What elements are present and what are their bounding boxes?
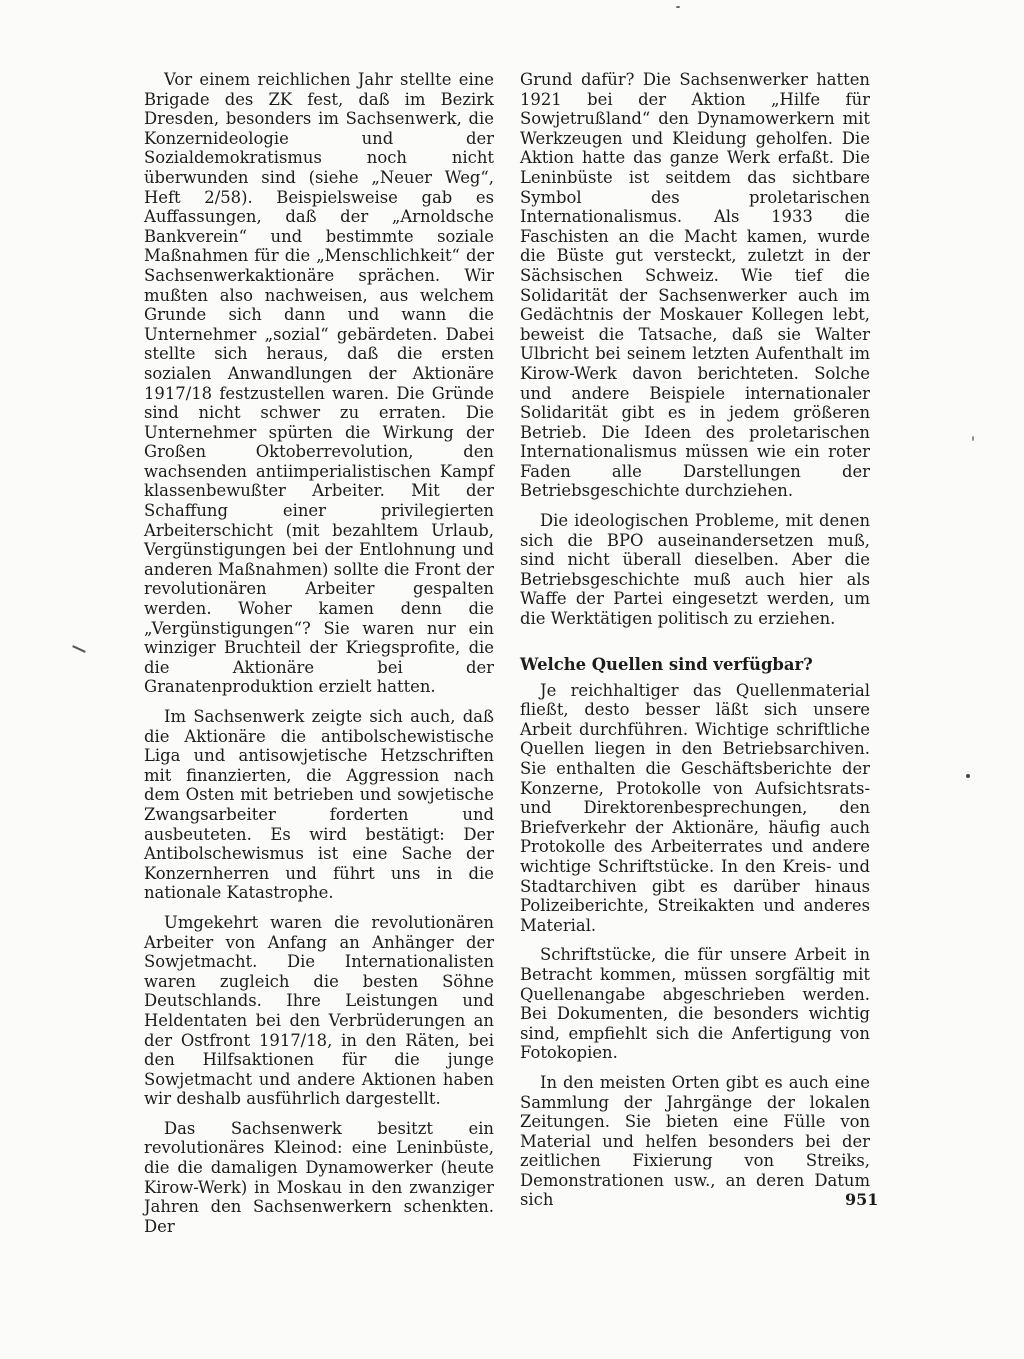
scan-mark xyxy=(72,645,86,653)
paragraph-continuation: Grund dafür? Die Sachsenwerker hatten 1921 bei der Aktion „Hilfe für Sowjetrußland“ den Dynamowerkern mit Werkzeugen und Kleidung geholfen. Die Aktion hatte das ganze Werk erfaßt. Die Leninbüste ist seitdem das sichtbare Symbol des proletarischen Internationalismus. Als 1933 die Faschisten an die Macht kamen, wurde die Büste gut versteckt, zuletzt in der Sächsischen Schweiz. Wie tief die Solidarität der Sachsenwerker auch im Gedächtnis der Moskauer Kollegen lebt, beweist die Tatsache, daß sie Walter Ulbricht bei seinem letzten Aufenthalt im Kirow-Werk davon berichteten. Solche und andere Beispiele internationaler Solidarität gibt es in jedem größeren Betrieb. Die Ideen des proletarischen Internationalismus müssen wie ein roter Faden alle Darstellungen der Betriebsgeschichte durchziehen. xyxy=(520,70,870,501)
paragraph: Umgekehrt waren die revolutionären Arbeiter von Anfang an Anhänger der Sowjetmacht. Die Internationalisten waren zugleich die besten Söhne Deutschlands. Ihre Leistungen und Heldentaten bei den Verbrüderungen an der Ostfront 1917/18, in den Räten, bei den Hilfsaktionen für die junge Sowjetmacht und andere Aktionen haben wir deshalb ausführlich dargestellt. xyxy=(144,912,494,1109)
scan-speck xyxy=(676,6,680,8)
page-number: 951 xyxy=(845,1190,879,1209)
scan-speck xyxy=(966,774,970,778)
paragraph: Vor einem reichlichen Jahr stellte eine Brigade des ZK fest, daß im Bezirk Dresden, besonders im Sachsenwerk, die Konzernideologie und der Sozialdemokratismus noch nicht überwunden sind (siehe „Neuer Weg“, Heft 2/58). Beispielsweise gab es Auffassungen, daß der „Arnoldsche Bankverein“ und bestimmte soziale Maßnahmen für die „Menschlichkeit“ der Sachsenwerkaktionäre sprächen. Wir mußten also nachweisen, aus welchem Grunde sich dann und wann die Unternehmer „sozial“ gebärdeten. Dabei stellte sich heraus, daß die ersten sozialen Anwandlungen der Aktionäre 1917/18 festzustellen waren. Die Gründe sind nicht schwer zu erraten. Die Unternehmer spürten die Wirkung der Großen Oktoberrevolution, den wachsenden antiimperialistischen Kampf klassenbewußter Arbeiter. Mit der Schaffung einer privilegierten Arbeiterschicht (mit bezahltem Urlaub, Vergünstigungen bei der Entlohnung und anderen Maßnahmen) sollte die Front der revolutionären Arbeiter gespalten werden. Woher kamen denn die „Vergünstigungen“? Sie waren nur ein winziger Bruchteil der Kriegsprofite, die die Aktionäre bei der Granatenproduktion erzielt hatten. xyxy=(144,70,494,697)
scan-speck xyxy=(972,436,974,441)
right-column xyxy=(520,70,870,1220)
paragraph: Schriftstücke, die für unsere Arbeit in Betracht kommen, müssen sorgfältig mit Quellenangabe abgeschrieben werden. Bei Dokumenten, die besonders wichtig sind, empfiehlt sich die Anfertigung von Fotokopien. xyxy=(520,945,870,1063)
paragraph: Je reichhaltiger das Quellenmaterial fließt, desto besser läßt sich unsere Arbeit durchführen. Wichtige schriftliche Quellen liegen in den Betriebsarchiven. Sie enthalten die Geschäftsberichte der Konzerne, Protokolle von Aufsichtsrats- und Direktorenbesprechungen, den Briefverkehr der Aktionäre, häufig auch Protokolle des Arbeiterrates und andere wichtige Schriftstücke. In den Kreis- und Stadtarchiven gibt es darüber hinaus Polizeiberichte, Streikakten und anderes Material. xyxy=(520,680,870,935)
paragraph: Das Sachsenwerk besitzt ein revolutionäres Kleinod: eine Leninbüste, die die damaligen Dynamowerker (heute Kirow-Werk) in Moskau in den zwanziger Jahren den Sachsenwerkern schenkten. Der xyxy=(144,1118,494,1236)
paragraph: Die ideologischen Probleme, mit denen sich die BPO auseinandersetzen muß, sind nicht überall dieselben. Aber die Betriebsgeschichte muß auch hier als Waffe der Partei eingesetzt werden, um die Werktätigen politisch zu erziehen. xyxy=(520,511,870,629)
paragraph: Im Sachsenwerk zeigte sich auch, daß die Aktionäre die antibolschewistische Liga und antisowjetische Hetzschriften mit finanzierten, die Aggression nach dem Osten mit betrieben und sowjetische Zwangsarbeiter forderten und ausbeuteten. Es wird bestätigt: Der Antibolschewismus ist eine Sache der Konzernherren und führt uns in die nationale Katastrophe. xyxy=(144,707,494,903)
left-column xyxy=(144,70,494,1246)
section-heading: Welche Quellen sind verfügbar? xyxy=(520,654,813,674)
paragraph: In den meisten Orten gibt es auch eine Sammlung der Jahrgänge der lokalen Zeitungen. Sie bieten eine Fülle von Material und helfen besonders bei der zeitlichen Fixierung von Streiks, Demonstrationen usw., an deren Datum sich xyxy=(520,1072,870,1210)
